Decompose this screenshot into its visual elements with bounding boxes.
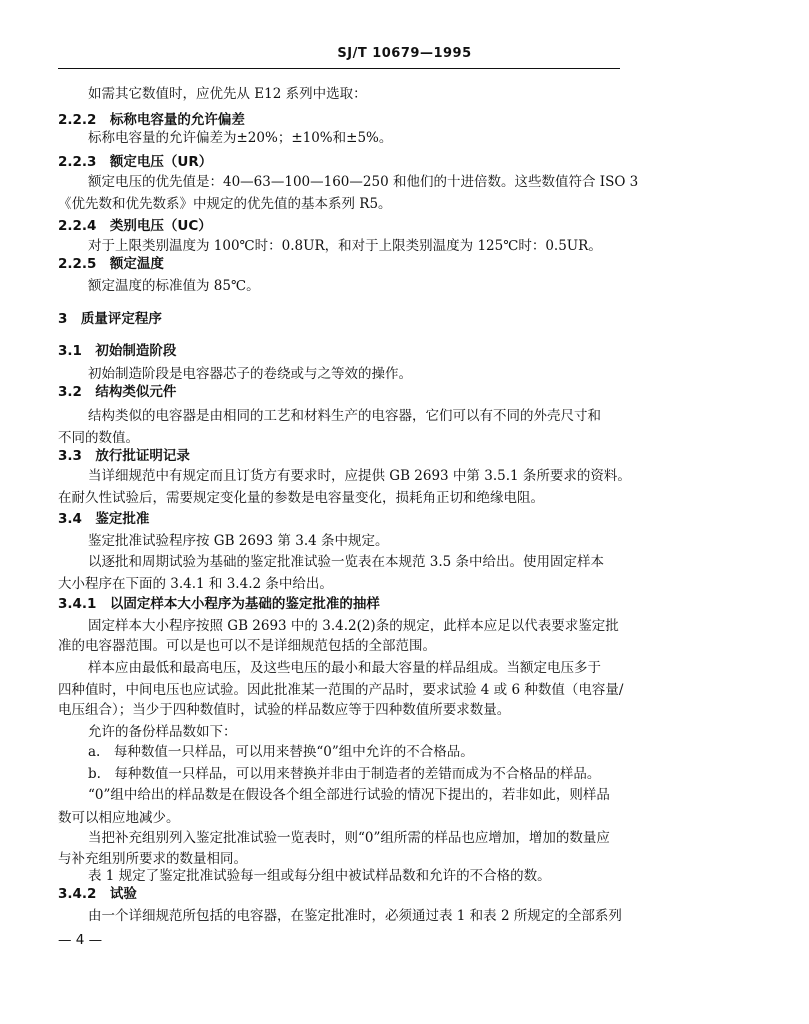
text-line: 与补充组别所要求的数量相同。	[58, 851, 247, 867]
text-line: 结构类似的电容器是由相同的工艺和材料生产的电容器，它们可以有不同的外壳尺寸和	[88, 408, 601, 424]
section-heading-3-3: 3.3 放行批证明记录	[58, 448, 190, 464]
text-line: 额定电压的优先值是：40—63—100—160—250 和他们的十进倍数。这些数值符合 ISO 3	[88, 174, 639, 190]
text-line: 《优先数和优先数系》中规定的优先值的基本系列 R5。	[58, 196, 392, 212]
text-line: 初始制造阶段是电容器芯子的卷绕或与之等效的操作。	[88, 366, 412, 382]
section-heading-2-2-5: 2.2.5 额定温度	[58, 256, 164, 272]
text-line: 数可以相应地减少。	[58, 810, 180, 826]
text-line: 固定样本大小程序按照 GB 2693 中的 3.4.2(2)条的规定，此样本应足以代表要求鉴定批	[88, 618, 619, 634]
section-heading-3: 3 质量评定程序	[58, 311, 162, 327]
text-line: 额定温度的标准值为 85℃。	[88, 278, 260, 294]
text-line: 当把补充组别列入鉴定批准试验一览表时，则“0”组所需的样品也应增加，增加的数量应	[88, 830, 610, 846]
text-line: “0”组中给出的样品数是在假设各个组全部进行试验的情况下提出的，若非如此，则样品	[88, 787, 610, 803]
section-heading-3-1: 3.1 初始制造阶段	[58, 343, 177, 359]
text-line: 准的电容器范围。可以是也可以不是详细规范包括的全部范围。	[58, 638, 436, 654]
text-line: 大小程序在下面的 3.4.1 和 3.4.2 条中给出。	[58, 576, 333, 592]
section-heading-2-2-2: 2.2.2 标称电容量的允许偏差	[58, 112, 245, 128]
text-line: 鉴定批准试验程序按 GB 2693 第 3.4 条中规定。	[88, 533, 389, 549]
text-line: 样本应由最低和最高电压，及这些电压的最小和最大容量的样品组成。当额定电压多于	[88, 660, 601, 676]
page-header: SJ/T 10679—1995	[337, 46, 472, 61]
section-heading-3-4-2: 3.4.2 试验	[58, 886, 137, 902]
text-line: 当详细规范中有规定而且订货方有要求时，应提供 GB 2693 中第 3.5.1 条所要求的资料。	[88, 468, 631, 484]
section-heading-3-2: 3.2 结构类似元件	[58, 384, 177, 400]
header-rule	[58, 68, 620, 69]
text-line: 对于上限类别温度为 100℃时：0.8UR，和对于上限类别温度为 125℃时：0.5UR。	[88, 238, 602, 254]
text-line: 标称电容量的允许偏差为±20%；±10%和±5%。	[88, 130, 393, 146]
text-line: 四种值时，中间电压也应试验。因此批准某一范围的产品时，要求试验 4 或 6 种数值（电容量/	[58, 682, 624, 698]
section-heading-3-4: 3.4 鉴定批准	[58, 511, 150, 527]
text-line: 以逐批和周期试验为基础的鉴定批准试验一览表在本规范 3.5 条中给出。使用固定样本	[88, 554, 605, 570]
list-item-b: b. 每种数值一只样品，可以用来替换并非由于制造者的差错而成为不合格品的样品。	[88, 766, 601, 782]
section-heading-3-4-1: 3.4.1 以固定样本大小程序为基础的鉴定批准的抽样	[58, 596, 380, 612]
text-line: 表 1 规定了鉴定批准试验每一组或每分组中被试样品数和允许的不合格的数。	[88, 868, 551, 884]
section-heading-2-2-3: 2.2.3 额定电压（UR）	[58, 154, 213, 170]
page-number: — 4 —	[58, 932, 103, 948]
text-line: 在耐久性试验后，需要规定变化量的参数是电容量变化，损耗角正切和绝缘电阻。	[58, 490, 544, 506]
section-heading-2-2-4: 2.2.4 类别电压（UC）	[58, 218, 212, 234]
text-line: 不同的数值。	[58, 430, 139, 446]
text-line: 如需其它数值时，应优先从 E12 系列中选取：	[88, 86, 367, 102]
text-line: 电压组合）；当少于四种数值时，试验的样品数应等于四种数值所要求数量。	[58, 702, 511, 718]
text-line: 由一个详细规范所包括的电容器，在鉴定批准时，必须通过表 1 和表 2 所规定的全部系列	[88, 908, 622, 924]
text-line: 允许的备份样品数如下：	[88, 724, 237, 740]
list-item-a: a. 每种数值一只样品，可以用来替换“0”组中允许的不合格品。	[88, 744, 474, 760]
